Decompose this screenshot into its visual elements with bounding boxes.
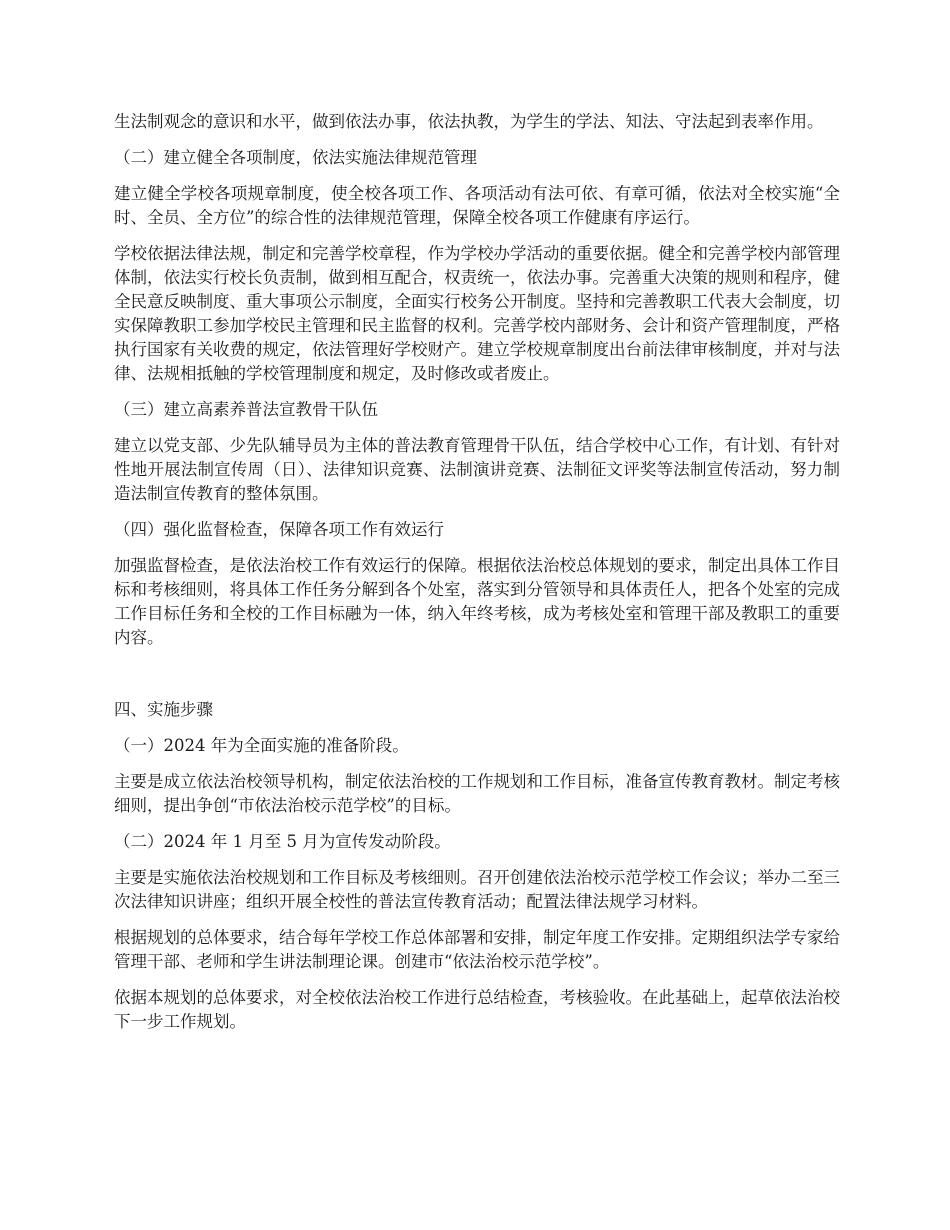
paragraph-12: 主要是成立依法治校领导机构，制定依法治校的工作规划和工作目标，准备宣传教育教材。制定考核细则，提出争创“市依法治校示范学校”的目标。 (114, 772, 840, 815)
paragraph-4: 学校依据法律法规，制定和完善学校章程，作为学校办学活动的重要依据。健全和完善学校内部管理体制，依法实行校长负责制，做到相互配合，权责统一，依法办事。完善重大决策的规则和程序，健全民意反映制度、重大事项公示制度，全面实行校务公开制度。坚持和完善教职工代表大会制度，切实保障教职工参加学校民主管理和民主监督的权利。完善学校内部财务、会计和资产管理制度，严格执行国家有关收费的规定，依法管理好学校财产。建立学校规章制度出台前法律审核制度，并对与法律、法规相抵触的学校管理制度和规定，及时修改或者废止。 (114, 244, 840, 383)
paragraph-14: 主要是实施依法治校规划和工作目标及考核细则。召开创建依法治校示范学校工作会议；举办二至三次法律知识讲座；组织开展全校性的普法宣传教育活动；配置法律法规学习材料。 (114, 868, 840, 911)
section-heading-5: （三）建立高素养普法宣教骨干队伍 (114, 400, 378, 419)
blank-spacer (114, 662, 840, 698)
step-heading-1: （一）2024 年为全面实施的准备阶段。 (114, 736, 409, 755)
paragraph-6: 建立以党支部、少先队辅导员为主体的普法教育管理骨干队伍，结合学校中心工作，有计划、有针对性地开展法制宣传周（日）、法律知识竞赛、法制演讲竞赛、法制征文评奖等法制宣传活动，努力制造法制宣传教育的整体氛围。 (114, 436, 840, 503)
step-heading-2: （二）2024 年 1 月至 5 月为宣传发动阶段。 (114, 832, 451, 851)
section-heading-7: （四）强化监督检查，保障各项工作有效运行 (114, 520, 444, 539)
section-heading-2: （二）建立健全各项制度，依法实施法律规范管理 (114, 148, 477, 167)
paragraph-16: 依据本规划的总体要求，对全校依法治校工作进行总结检查，考核验收。在此基础上，起草依法治校下一步工作规划。 (114, 988, 840, 1031)
paragraph-15: 根据规划的总体要求，结合每年学校工作总体部署和安排，制定年度工作安排。定期组织法学专家给管理干部、老师和学生讲法制理论课。创建市“依法治校示范学校”。 (114, 928, 840, 971)
paragraph-3: 建立健全学校各项规章制度，使全校各项工作、各项活动有法可依、有章可循，依法对全校实施“全时、全员、全方位”的综合性的法律规范管理，保障全校各项工作健康有序运行。 (114, 184, 840, 227)
document-body (114, 110, 840, 1046)
paragraph-8: 加强监督检查，是依法治校工作有效运行的保障。根据依法治校总体规划的要求，制定出具体工作目标和考核细则，将具体工作任务分解到各个处室，落实到分管领导和具体责任人，把各个处室的完成工作目标任务和全校的工作目标融为一体，纳入年终考核，成为考核处室和管理干部及教职工的重要内容。 (114, 556, 840, 647)
paragraph-1: 生法制观念的意识和水平，做到依法办事，依法执教，为学生的学法、知法、守法起到表率作用。 (114, 112, 824, 131)
chapter-heading-steps: 四、实施步骤 (114, 700, 213, 719)
